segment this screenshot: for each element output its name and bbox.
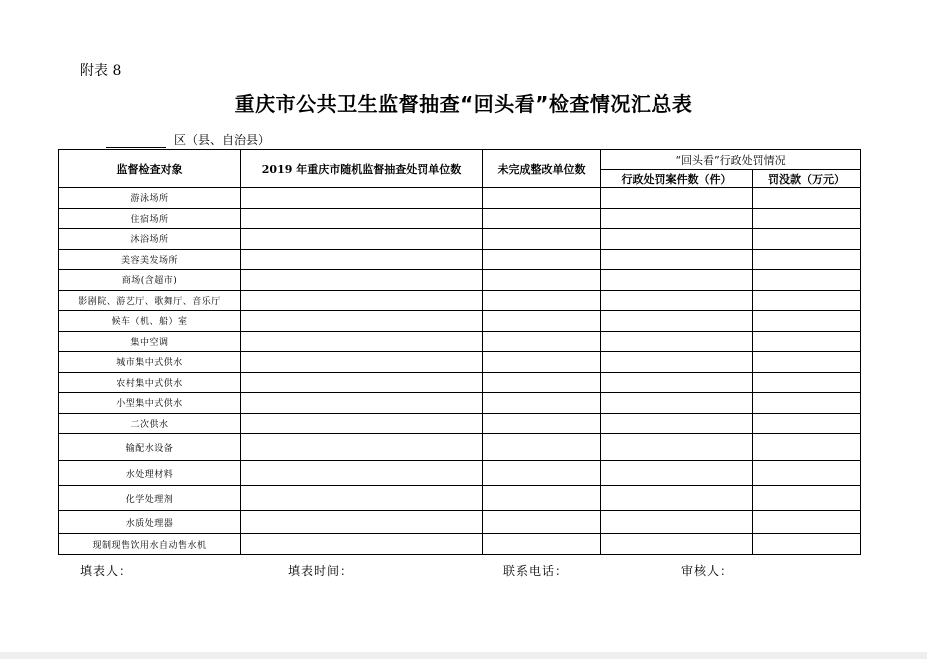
cell-cases	[601, 413, 753, 434]
footer-filler: 填表人：	[80, 564, 133, 578]
district-label: 区（县、自治县）	[174, 133, 271, 147]
cell-fines	[753, 249, 861, 270]
table-row	[59, 413, 861, 434]
row-label: 游泳场所	[59, 188, 241, 209]
cell-fines	[753, 311, 861, 332]
cell-units-2019	[241, 249, 483, 270]
cell-cases	[601, 249, 753, 270]
table-row	[59, 229, 861, 250]
cell-unrectified	[483, 290, 601, 311]
cell-cases	[601, 188, 753, 209]
cell-units-2019	[241, 229, 483, 250]
cell-units-2019	[241, 434, 483, 461]
cell-units-2019	[241, 534, 483, 555]
row-label: 水质处理器	[59, 511, 241, 534]
cell-cases	[601, 461, 753, 486]
cell-fines	[753, 188, 861, 209]
cell-unrectified	[483, 486, 601, 511]
cell-unrectified	[483, 461, 601, 486]
cell-units-2019	[241, 331, 483, 352]
cell-cases	[601, 270, 753, 291]
cell-unrectified	[483, 249, 601, 270]
cell-unrectified	[483, 352, 601, 373]
cell-cases	[601, 511, 753, 534]
cell-fines	[753, 413, 861, 434]
cell-units-2019	[241, 393, 483, 414]
table-row	[59, 188, 861, 209]
table-row	[59, 393, 861, 414]
cell-unrectified	[483, 229, 601, 250]
footer-fill-time: 填表时间：	[288, 564, 354, 578]
cell-cases	[601, 434, 753, 461]
cell-unrectified	[483, 331, 601, 352]
cell-fines	[753, 372, 861, 393]
row-label: 集中空调	[59, 331, 241, 352]
header-penalty-group: “回头看”行政处罚情况	[601, 150, 861, 170]
header-unrectified: 未完成整改单位数	[483, 150, 601, 188]
row-label: 美容美发场所	[59, 249, 241, 270]
cell-cases	[601, 229, 753, 250]
page-title: 重庆市公共卫生监督抽查“回头看”检查情况汇总表	[234, 92, 693, 116]
table-row	[59, 461, 861, 486]
district-blank	[106, 147, 166, 148]
cell-fines	[753, 208, 861, 229]
cell-unrectified	[483, 413, 601, 434]
table-row	[59, 290, 861, 311]
cell-unrectified	[483, 534, 601, 555]
table-row	[59, 208, 861, 229]
footer-phone: 联系电话：	[503, 564, 569, 578]
footer-reviewer: 审核人：	[681, 564, 734, 578]
cell-units-2019	[241, 486, 483, 511]
row-label: 候车（机、船）室	[59, 311, 241, 332]
cell-cases	[601, 331, 753, 352]
cell-unrectified	[483, 372, 601, 393]
cell-units-2019	[241, 311, 483, 332]
cell-fines	[753, 511, 861, 534]
table-row	[59, 534, 861, 555]
cell-cases	[601, 208, 753, 229]
cell-units-2019	[241, 461, 483, 486]
cell-units-2019	[241, 413, 483, 434]
row-label: 影剧院、游艺厅、歌舞厅、音乐厅	[59, 290, 241, 311]
cell-fines	[753, 352, 861, 373]
row-label: 二次供水	[59, 413, 241, 434]
table-row	[59, 270, 861, 291]
cell-fines	[753, 534, 861, 555]
cell-unrectified	[483, 270, 601, 291]
cell-cases	[601, 534, 753, 555]
cell-unrectified	[483, 208, 601, 229]
header-fines: 罚没款（万元）	[753, 170, 861, 188]
cell-fines	[753, 461, 861, 486]
cell-units-2019	[241, 352, 483, 373]
row-label: 现制现售饮用水自动售水机	[59, 534, 241, 555]
row-label: 商场(含超市)	[59, 270, 241, 291]
cell-cases	[601, 290, 753, 311]
row-label: 城市集中式供水	[59, 352, 241, 373]
row-label: 沐浴场所	[59, 229, 241, 250]
cell-cases	[601, 486, 753, 511]
table-row	[59, 372, 861, 393]
cell-unrectified	[483, 434, 601, 461]
district-line	[106, 131, 270, 148]
header-object: 监督检查对象	[59, 150, 241, 188]
cell-cases	[601, 352, 753, 373]
appendix-label: 附表 8	[80, 63, 122, 79]
cell-fines	[753, 331, 861, 352]
row-label: 输配水设备	[59, 434, 241, 461]
table-row	[59, 434, 861, 461]
cell-unrectified	[483, 393, 601, 414]
table-row	[59, 486, 861, 511]
cell-fines	[753, 393, 861, 414]
cell-units-2019	[241, 270, 483, 291]
header-cases: 行政处罚案件数（件）	[601, 170, 753, 188]
table-row	[59, 331, 861, 352]
cell-cases	[601, 311, 753, 332]
header-units-2019: 2019 年重庆市随机监督抽查处罚单位数	[241, 150, 483, 188]
bottom-strip	[0, 652, 927, 659]
cell-units-2019	[241, 290, 483, 311]
cell-units-2019	[241, 511, 483, 534]
row-label: 农村集中式供水	[59, 372, 241, 393]
row-label: 小型集中式供水	[59, 393, 241, 414]
table-row	[59, 249, 861, 270]
table-row	[59, 511, 861, 534]
row-label: 水处理材料	[59, 461, 241, 486]
row-label: 住宿场所	[59, 208, 241, 229]
summary-table	[58, 149, 861, 555]
cell-fines	[753, 290, 861, 311]
cell-fines	[753, 486, 861, 511]
cell-cases	[601, 372, 753, 393]
cell-unrectified	[483, 311, 601, 332]
cell-unrectified	[483, 511, 601, 534]
cell-fines	[753, 434, 861, 461]
cell-fines	[753, 270, 861, 291]
cell-units-2019	[241, 372, 483, 393]
row-label: 化学处理剂	[59, 486, 241, 511]
cell-fines	[753, 229, 861, 250]
cell-cases	[601, 393, 753, 414]
cell-unrectified	[483, 188, 601, 209]
cell-units-2019	[241, 188, 483, 209]
table-row	[59, 311, 861, 332]
cell-units-2019	[241, 208, 483, 229]
table-row	[59, 352, 861, 373]
